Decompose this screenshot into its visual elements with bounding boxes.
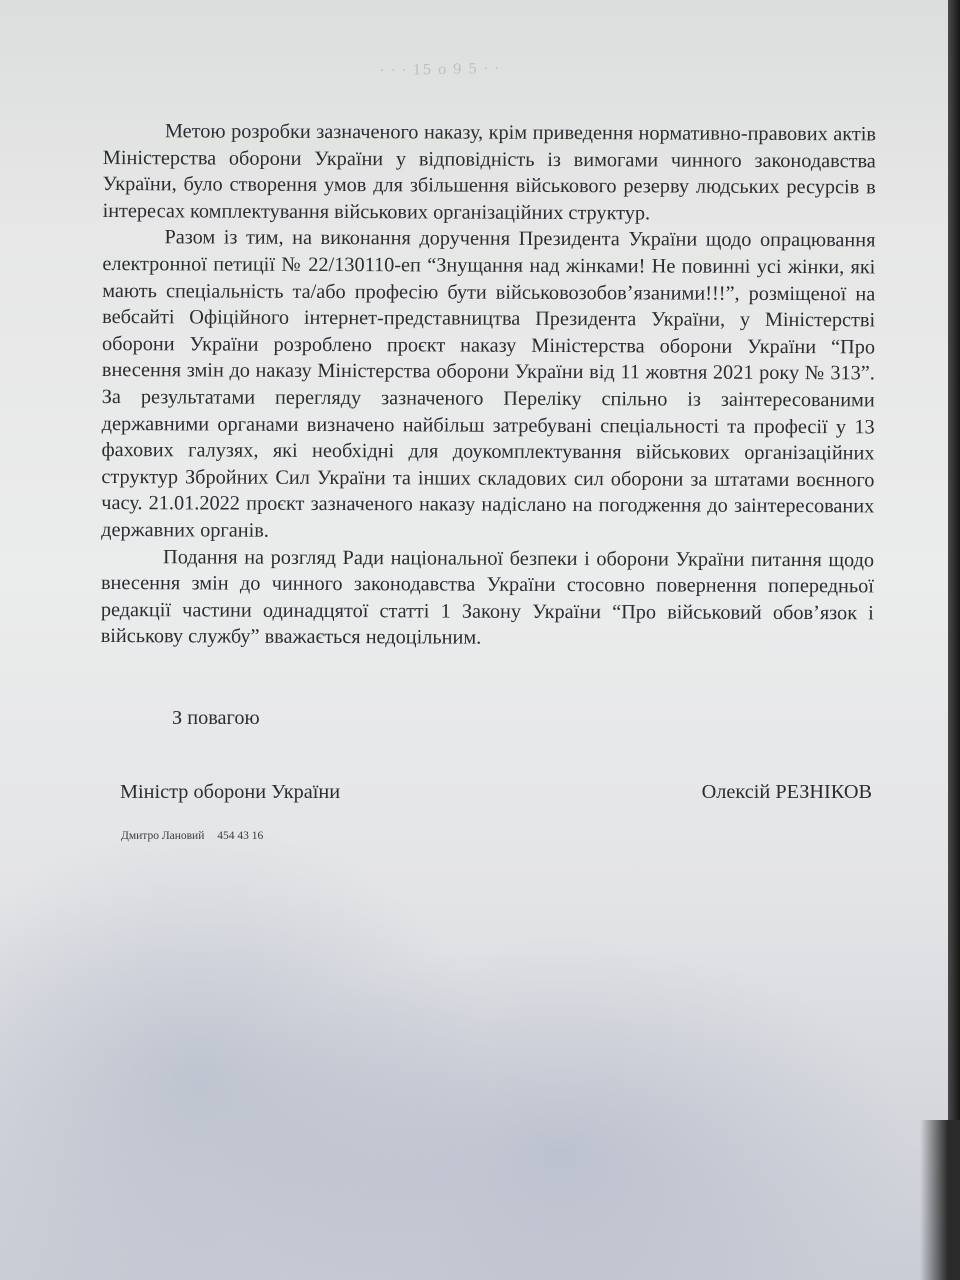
shadow-corner <box>920 1120 960 1280</box>
signatory-name: Олексій РЕЗНІКОВ <box>701 781 872 803</box>
paragraph-purpose: Метою розробки зазначеного наказу, крім приведення нормативно-правових актів Міністерства оборони України у відповідність із вимогами чинного законодавства України, було створення умов для збільшення військового резерву людських ресурсів в інтересах комплектування військових організаційних структур. <box>102 120 876 225</box>
signatory-position: Міністр оборони України <box>120 781 341 803</box>
closing-greeting: З повагою <box>172 707 260 729</box>
paragraph-nsdc: Подання на розгляд Ради національної безпеки і оборони України питання щодо внесення змін до чинного законодавства України стосовно повернення попередньої редакції частини одинадцятої статті 1 Закону України “Про військовий обов’язок і військову службу” вважається недоцільним. <box>100 545 875 649</box>
executor-line <box>121 830 263 842</box>
paragraph-petition: Разом із тим, на виконання доручення Президента України щодо опрацювання електронної петиції № 22/130110-еп “Знущання над жінками! Не повинні усі жінки, які мають спеціальність та/або професію бути військовозобов’язаними!!!”, розміщеної на вебсайті Офіційного інтернет-представництва Президента України, у Міністерстві оборони України розроблено проєкт наказу Міністерства оборони України “Про внесення змін до наказу Міністерства оборони України від 11 жовтня 2021 року № 313”. За результатами перегляду зазначеного Переліку спільно із заінтересованими державними органами визначено найбільш затребувані спеціальності та професії у 13 фахових галузях, які необхідні для доукомплектування військових організаційних структур Збройних Сил України та інших складових сил оборони за штатами воєнного часу. 21.01.2022 проєкт зазначеного наказу надіслано на погодження до заінтересованих державних органів. <box>101 226 876 542</box>
executor-name: Дмитро Лановий <box>121 830 205 842</box>
dark-background-edge <box>948 0 960 1280</box>
executor-phone: 454 43 16 <box>217 830 264 842</box>
letter-body <box>101 118 876 653</box>
bleed-through-text: · · · 15 о 9 5 · · <box>379 60 501 80</box>
